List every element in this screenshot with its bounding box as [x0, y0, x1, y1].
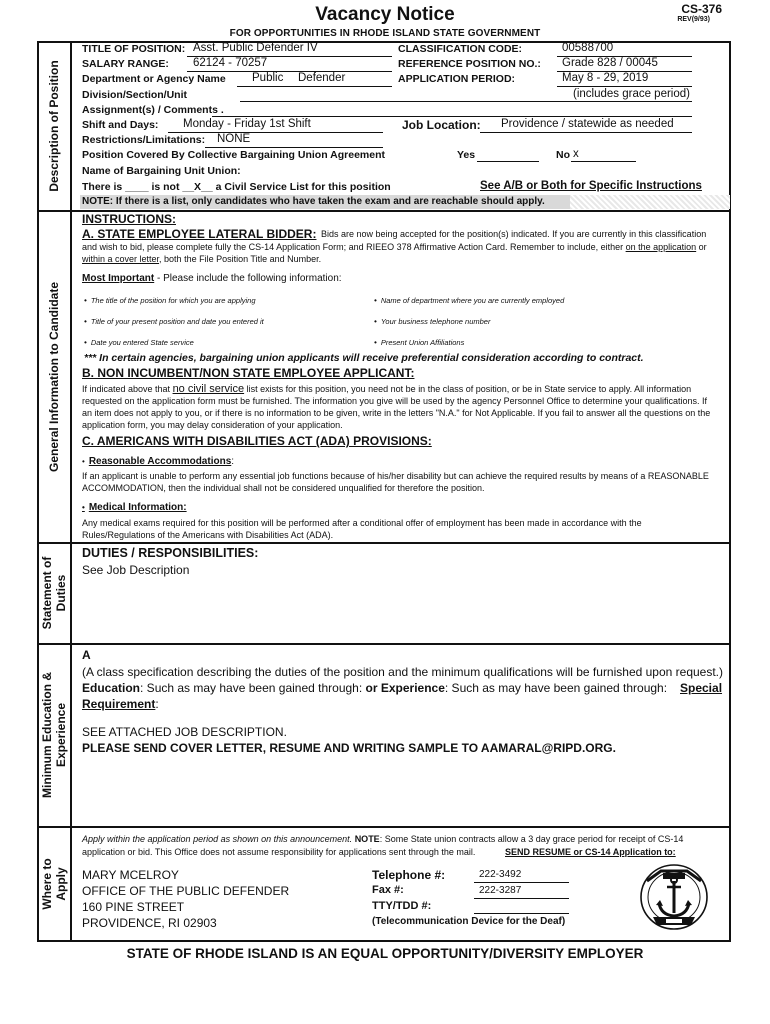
- section-b-text: application form, you may delay consideration of your application.: [82, 420, 343, 430]
- apply-intro: Apply within the application period as shown on this announcement. NOTE: Some State union contracts allow a 3 day grace period for receipt of CS-14: [82, 834, 684, 844]
- salary-label: SALARY RANGE:: [82, 58, 169, 70]
- send-resume-to: SEND RESUME or CS-14 Application to:: [505, 847, 676, 857]
- telephone-value: 222-3492: [479, 869, 522, 880]
- reasonable-text: If an applicant is unable to perform any essential job functions because of his/her disability but can achieve the required results by means of a REASONABLE: [82, 471, 709, 481]
- side-label-education: Minimum Education & Experience: [40, 672, 68, 798]
- dept-label: Department or Agency Name: [82, 73, 226, 85]
- see-attached: SEE ATTACHED JOB DESCRIPTION.: [82, 725, 287, 739]
- info-bullet: • Name of department where you are currently employed: [374, 296, 564, 305]
- side-label-apply: Where to Apply: [40, 858, 68, 910]
- period-note: (includes grace period): [573, 88, 690, 100]
- field-underline: [474, 898, 569, 899]
- no-underline: [571, 161, 636, 162]
- telephone-label: Telephone #:: [372, 868, 446, 882]
- info-bullet: • Date you entered State service: [84, 338, 194, 347]
- contact-city: PROVIDENCE, RI 02903: [82, 916, 217, 930]
- side-label-position: Description of Position: [47, 60, 61, 192]
- side-label-duties: Statement of Duties: [40, 556, 68, 630]
- page-title: Vacancy Notice: [315, 4, 455, 25]
- section-b-text: If indicated above that no civil service list exists for this position, you need not be in the class of position, or be in State service to apply. All information: [82, 383, 692, 395]
- fax-label: Fax #:: [372, 884, 404, 896]
- restrictions-label: Restrictions/Limitations:: [82, 134, 206, 146]
- yes-label: Yes: [457, 149, 476, 161]
- salary-value: 62124 - 70257: [193, 57, 268, 69]
- contact-name: MARY MCELROY: [82, 868, 179, 882]
- section-c-heading: C. AMERICANS WITH DISABILITIES ACT (ADA) PROVISIONS:: [82, 434, 432, 448]
- apply-intro: application or bid. This Office does not assume responsibility for applications sent through the mail.: [82, 847, 476, 857]
- education-grade: A: [82, 648, 91, 662]
- title-label: TITLE OF POSITION:: [82, 43, 186, 55]
- period-label: APPLICATION PERIOD:: [398, 73, 516, 85]
- reasonable-accommodations: • Reasonable Accommodations:: [82, 456, 234, 467]
- side-divider: [70, 42, 72, 941]
- class-code-value: 00588700: [562, 42, 614, 54]
- fax-value: 222-3287: [479, 885, 522, 896]
- duties-text: See Job Description: [82, 563, 190, 577]
- dept-value-1: Public: [252, 72, 284, 84]
- division-label: Division/Section/Unit: [82, 89, 188, 101]
- yes-underline: [477, 161, 539, 162]
- field-underline: [474, 882, 569, 883]
- section-divider: [38, 542, 730, 544]
- info-bullet: • The title of the position for which you are applying: [84, 296, 256, 305]
- section-b-text: requested on the application form must be furnished. The information you give will be used by the agency Personnel Office to determine your qualifications. If: [82, 396, 708, 406]
- field-underline: [474, 913, 569, 914]
- duties-heading: DUTIES / RESPONSIBILITIES:: [82, 546, 259, 560]
- shift-value: Monday - Friday 1st Shift: [183, 118, 311, 130]
- section-a-text: and wish to bid, please complete fully the CS-14 Application Form; and RIEEO 378 Affirmative Action Card. Remember to include, either on the application or: [82, 242, 707, 252]
- instructions-heading: INSTRUCTIONS:: [82, 212, 176, 226]
- medical-information: • Medical Information:: [82, 502, 187, 513]
- side-label-general: General Information to Candidate: [47, 281, 61, 472]
- reasonable-text: ACCOMMODATION, then the individual shall not be considered unqualified for therefore the position.: [82, 483, 485, 493]
- note-hatch: [570, 195, 730, 209]
- shift-label: Shift and Days:: [82, 119, 159, 131]
- restrictions-value: NONE: [217, 133, 251, 145]
- most-important: Most Important - Please include the following information:: [82, 273, 342, 284]
- section-a-heading: A. STATE EMPLOYEE LATERAL BIDDER:: [82, 227, 317, 241]
- assignment-label: Assignment(s) / Comments .: [82, 104, 224, 116]
- field-underline: [212, 116, 692, 117]
- title-value: Asst. Public Defender IV: [193, 42, 318, 54]
- special-label: Special: [680, 681, 723, 695]
- period-value: May 8 - 29, 2019: [562, 72, 649, 84]
- section-divider: [38, 643, 730, 645]
- field-underline: [240, 101, 692, 102]
- covered-label: Position Covered By Collective Bargaining Union Agreement: [82, 149, 385, 161]
- reference-value: Grade 828 / 00045: [562, 57, 658, 69]
- reference-label: REFERENCE POSITION NO.:: [398, 58, 541, 70]
- info-bullet: • Present Union Affiliations: [374, 338, 464, 347]
- info-bullet: • Your business telephone number: [374, 317, 490, 326]
- no-label: No: [556, 149, 570, 161]
- class-spec-note: (A class specification describing the duties of the position and the minimum qualifications will be furnished upon request.): [82, 665, 724, 679]
- tdd-note: (Telecommunication Device for the Deaf): [372, 916, 566, 927]
- footer-eeo-statement: STATE OF RHODE ISLAND IS AN EQUAL OPPORTUNITY/DIVERSITY EMPLOYER: [126, 946, 644, 961]
- contact-street: 160 PINE STREET: [82, 900, 185, 914]
- job-location-value: Providence / statewide as needed: [501, 118, 674, 130]
- union-label: Name of Bargaining Unit Union:: [82, 165, 241, 177]
- tty-label: TTY/TDD #:: [372, 900, 432, 912]
- field-underline: [168, 132, 383, 133]
- form-revision: REV(9/93): [677, 16, 710, 23]
- state-seal-icon: [639, 863, 709, 931]
- section-a-text: Bids are now being accepted for the position(s) indicated. If you are currently in this classification: [321, 229, 707, 239]
- field-underline: [187, 71, 392, 72]
- field-underline: [480, 132, 692, 133]
- education-experience: Education: Such as may have been gained through: or Experience: Such as may have been gained through:: [82, 681, 668, 695]
- send-instructions: PLEASE SEND COVER LETTER, RESUME AND WRITING SAMPLE TO AAMARAL@RIPD.ORG.: [82, 741, 616, 755]
- field-underline: [205, 147, 383, 148]
- page-subtitle: FOR OPPORTUNITIES IN RHODE ISLAND STATE GOVERNMENT: [229, 28, 541, 39]
- no-value: x: [573, 148, 579, 160]
- list-note: NOTE: If there is a list, only candidates who have taken the exam and are reachable should apply.: [82, 196, 545, 207]
- medical-text: Any medical exams required for this position will be performed after a conditional offer of employment has been made in accordance with the: [82, 518, 642, 528]
- medical-text: Rules/Regulations of the Americans with Disabilities Act (ADA).: [82, 530, 334, 540]
- civil-service-line: There is ____ is not __X__ a Civil Service List for this position: [82, 181, 391, 193]
- section-b-heading: B. NON INCUMBENT/NON STATE EMPLOYEE APPLICANT:: [82, 366, 415, 380]
- see-ab-instructions: See A/B or Both for Specific Instructions: [480, 180, 702, 192]
- contact-office: OFFICE OF THE PUBLIC DEFENDER: [82, 884, 290, 898]
- requirement-label: Requirement:: [82, 697, 159, 711]
- field-underline: [557, 86, 692, 87]
- union-preference-note: *** In certain agencies, bargaining union applicants will receive preferential consideration according to contract.: [84, 352, 644, 364]
- field-underline: [237, 86, 392, 87]
- section-b-text: an item does not apply to you, or if there is no information to be given, write in the letters "N.A." for Not Applicable. If you fail to answer all the questions on the: [82, 408, 711, 418]
- info-bullet: • Title of your present position and date you entered it: [84, 317, 264, 326]
- class-code-label: CLASSIFICATION CODE:: [398, 43, 523, 55]
- section-divider: [38, 826, 730, 828]
- dept-value-2: Defender: [298, 72, 346, 84]
- section-a-text: within a cover letter, both the File Position Title and Number.: [82, 254, 322, 264]
- job-location-label: Job Location:: [402, 118, 481, 132]
- form-number: CS-376: [681, 2, 722, 16]
